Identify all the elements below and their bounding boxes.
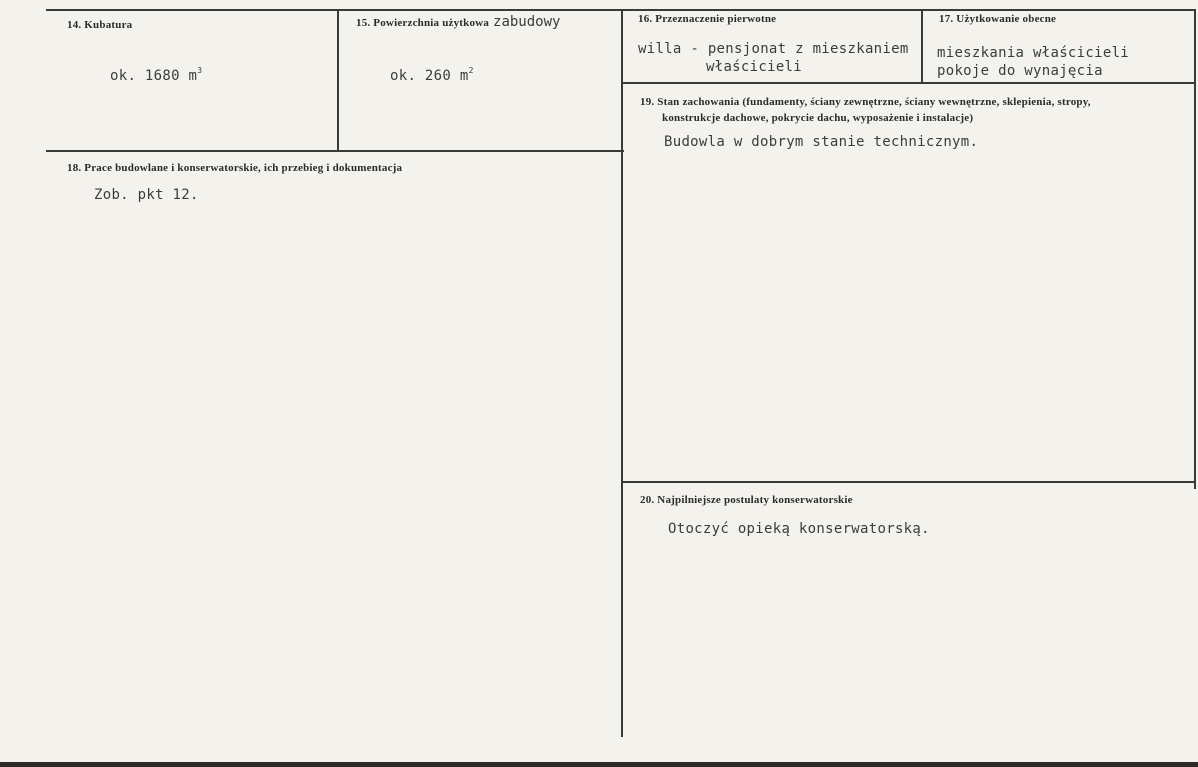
field-15-label-typed: zabudowy	[493, 14, 561, 30]
field-15-label: 15. Powierzchnia użytkowa zabudowy	[356, 14, 561, 30]
field-14-value: ok. 1680 $m^3$	[110, 66, 203, 84]
field-18-value: Zob. pkt 12.	[94, 187, 199, 203]
card-bottom-edge	[0, 762, 1198, 767]
row1-divider-left	[46, 150, 624, 152]
field-16-value-line2: właścicieli	[706, 59, 803, 75]
field-20-value: Otoczyć opieką konserwatorską.	[668, 521, 930, 537]
field-19-label-line1: 19. Stan zachowania (fundamenty, ściany zewnętrzne, ściany wewnętrzne, sklepienia, stropy,	[640, 96, 1091, 108]
field-14-label: 14. Kubatura	[67, 19, 133, 31]
field-16-label: 16. Przeznaczenie pierwotne	[638, 13, 777, 25]
field-17-label: 17. Użytkowanie obecne	[939, 13, 1057, 25]
col-divider-main	[621, 9, 623, 737]
field-17-value-line2: pokoje do wynajęcia	[937, 63, 1103, 79]
col-divider-14-15	[337, 9, 339, 151]
field-19-label	[640, 94, 1185, 126]
field-16-value-line1: willa - pensjonat z mieszkaniem	[638, 41, 909, 57]
right-border	[1194, 9, 1196, 489]
field-19-value: Budowla w dobrym stanie technicznym.	[664, 134, 979, 150]
col-divider-16-17	[921, 9, 923, 83]
field-18-label: 18. Prace budowlane i konserwatorskie, ich przebieg i dokumentacja	[67, 162, 403, 174]
field-16-value	[638, 40, 909, 76]
field-19-label-line2: konstrukcje dachowe, pokrycie dachu, wyposażenie i instalacje)	[662, 112, 974, 124]
field-17-value-line1: mieszkania właścicieli	[937, 45, 1130, 61]
field-20-label: 20. Najpilniejsze postulaty konserwatorskie	[640, 494, 853, 506]
row2-divider-right	[622, 481, 1196, 483]
field-15-value: ok. 260 $m^2$	[390, 66, 474, 84]
field-17-value	[937, 44, 1129, 80]
row1-divider-right	[622, 82, 1196, 84]
